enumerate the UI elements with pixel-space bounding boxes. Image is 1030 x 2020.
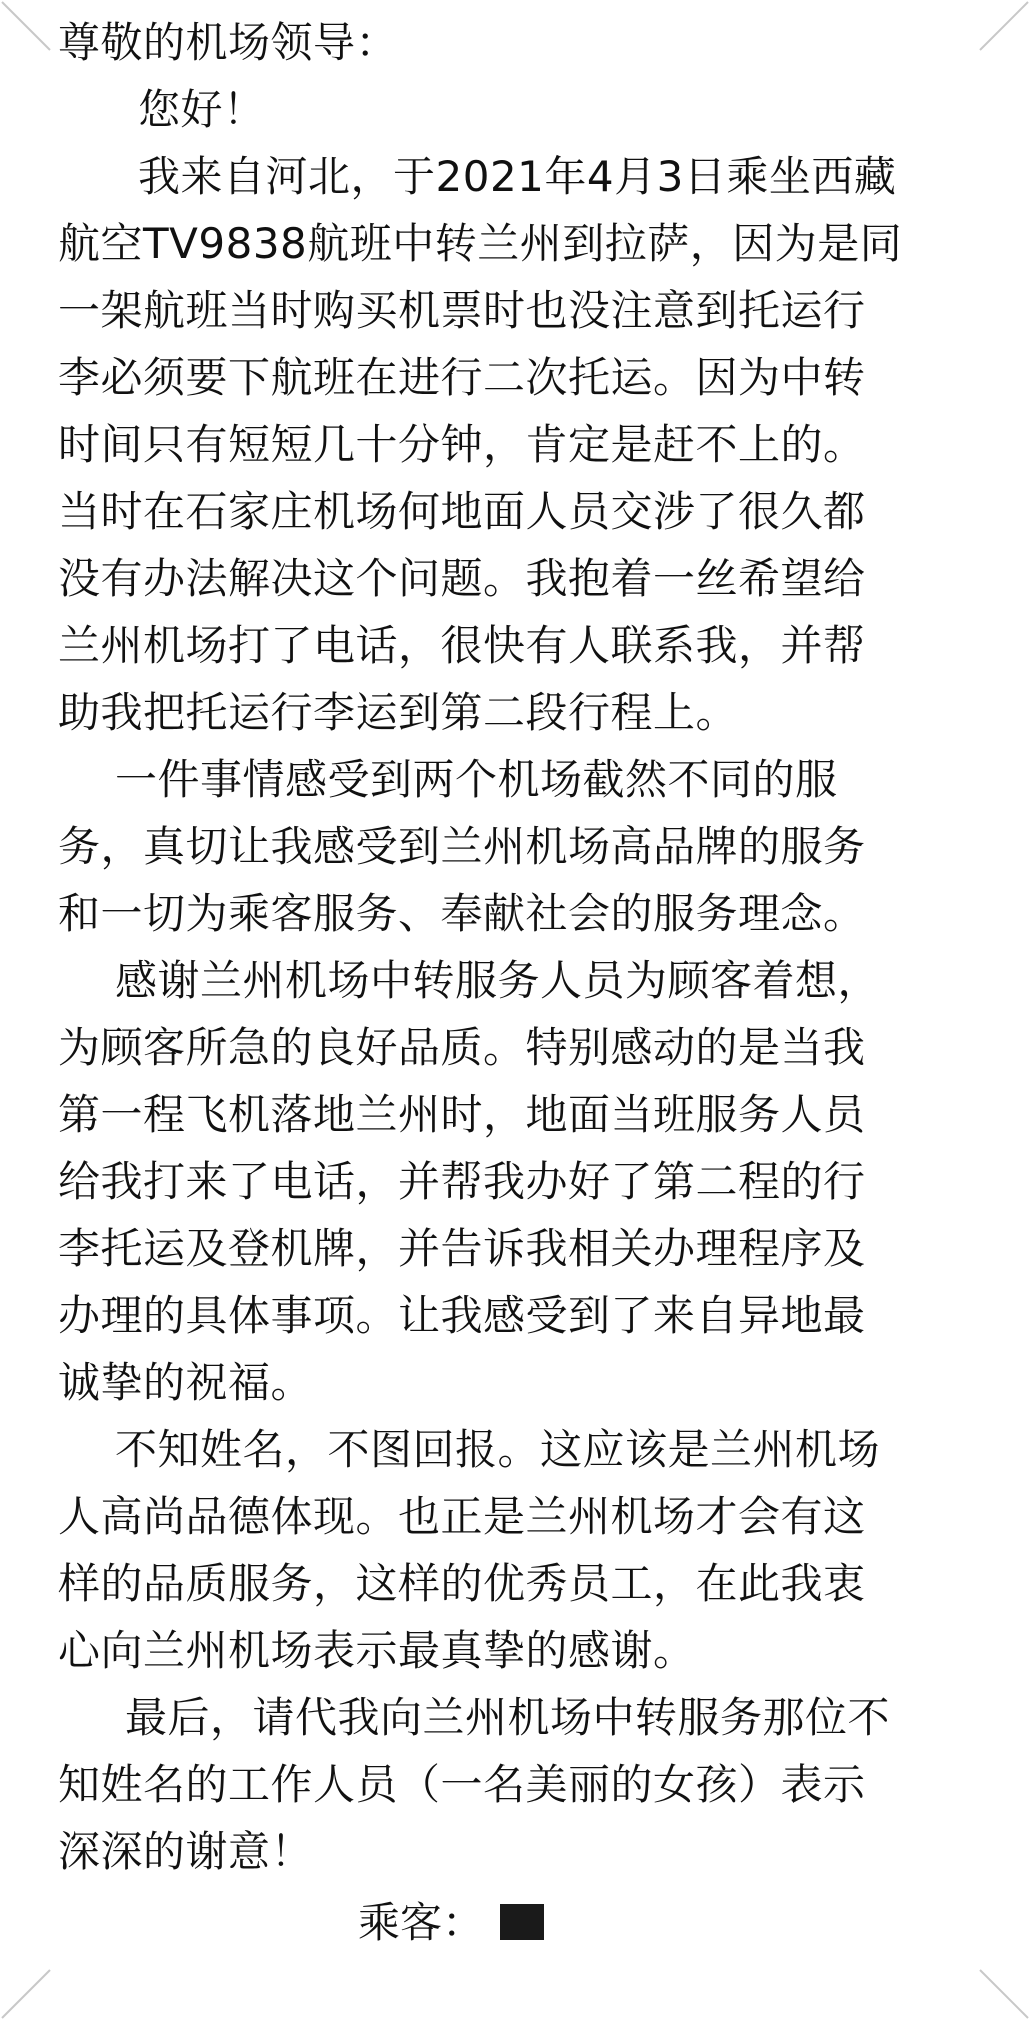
letter-line: 一架航班当时购买机票时也没注意到托运行 (58, 286, 866, 335)
corner-decoration-icon (970, 1960, 1030, 2020)
letter-line: 办理的具体事项。让我感受到了来自异地最 (58, 1291, 866, 1340)
letter-line: 李必须要下航班在进行二次托运。因为中转 (58, 353, 866, 402)
letter-line: 我来自河北，于2021年4月3日乘坐西藏 (138, 152, 897, 201)
letter-line: 兰州机场打了电话，很快有人联系我，并帮 (58, 621, 866, 670)
letter-line: 助我把托运行李运到第二段行程上。 (58, 688, 739, 737)
letter-line: 一件事情感受到两个机场截然不同的服 (115, 755, 838, 804)
letter-line: 务，真切让我感受到兰州机场高品牌的服务 (58, 822, 866, 871)
letter-line: 感谢兰州机场中转服务人员为顾客着想， (115, 956, 881, 1005)
letter-line: 没有办法解决这个问题。我抱着一丝希望给 (58, 554, 866, 603)
letter-line: 深深的谢意！ (58, 1827, 314, 1876)
letter-line: 当时在石家庄机场何地面人员交涉了很久都 (58, 487, 866, 536)
letter-line: 时间只有短短几十分钟，肯定是赶不上的。 (58, 420, 866, 469)
redacted-name-block (500, 1904, 544, 1940)
letter-line: 样的品质服务，这样的优秀员工，在此我衷 (58, 1559, 866, 1608)
letter-line: 最后，请代我向兰州机场中转服务那位不 (125, 1693, 891, 1742)
letter-line: 航空TV9838航班中转兰州到拉萨，因为是同 (58, 219, 903, 268)
corner-decoration-icon (0, 1960, 60, 2020)
letter-line: 心向兰州机场表示最真挚的感谢。 (58, 1626, 696, 1675)
greeting: 您好！ (138, 85, 266, 134)
letter-line: 李托运及登机牌，并告诉我相关办理程序及 (58, 1224, 866, 1273)
letter-line: 给我打来了电话，并帮我办好了第二程的行 (58, 1157, 866, 1206)
salutation: 尊敬的机场领导： (58, 18, 399, 67)
corner-decoration-icon (970, 0, 1030, 60)
letter-line: 和一切为乘客服务、奉献社会的服务理念。 (58, 889, 866, 938)
letter-line: 知姓名的工作人员（一名美丽的女孩）表示 (58, 1760, 866, 1809)
letter-line: 不知姓名，不图回报。这应该是兰州机场 (115, 1425, 881, 1474)
letter-line: 人高尚品德体现。也正是兰州机场才会有这 (58, 1492, 866, 1541)
corner-decoration-icon (0, 0, 60, 60)
signature-label: 乘客： (358, 1898, 485, 1947)
letter-line: 第一程飞机落地兰州时，地面当班服务人员 (58, 1090, 866, 1139)
letter-line: 为顾客所急的良好品质。特别感动的是当我 (58, 1023, 866, 1072)
letter-line: 诚挚的祝福。 (58, 1358, 314, 1407)
